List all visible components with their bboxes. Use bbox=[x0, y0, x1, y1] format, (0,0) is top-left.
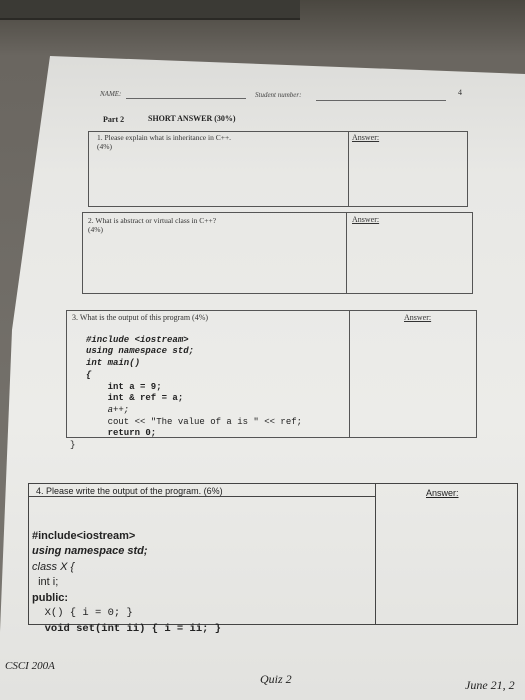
question-1-box bbox=[88, 131, 468, 207]
question-2-divider bbox=[346, 212, 347, 293]
student-number-label: Student number: bbox=[255, 91, 302, 99]
question-1-points: (4%) bbox=[97, 142, 112, 151]
footer-date: June 21, 2 bbox=[465, 678, 515, 692]
student-number-line bbox=[316, 100, 446, 101]
code-line: cout << "The value of a is " << ref; bbox=[86, 416, 303, 427]
code-line: void set(int ii) { i = ii; } bbox=[32, 622, 222, 635]
code-line: #include <iostream> bbox=[86, 334, 189, 345]
question-1-divider bbox=[348, 131, 349, 206]
binder-strip bbox=[0, 0, 300, 20]
question-3-code bbox=[70, 323, 303, 463]
code-line: } bbox=[70, 440, 76, 451]
code-line: int a = 9; bbox=[86, 381, 162, 392]
code-line: class X { bbox=[32, 560, 75, 573]
code-line: int main() bbox=[86, 358, 141, 369]
question-2-points: (4%) bbox=[88, 225, 103, 234]
question-3-text: 3. What is the output of this program (4%) bbox=[72, 313, 209, 322]
question-1-text: 1. Please explain what is inheritance in C++. bbox=[97, 133, 232, 142]
section-title: SHORT ANSWER (30%) bbox=[148, 114, 236, 123]
code-line: a++; bbox=[86, 404, 130, 415]
page-number: 4 bbox=[458, 88, 462, 97]
question-2-text: 2. What is abstract or virtual class in C++? bbox=[88, 216, 217, 225]
question-3-answer-label: Answer: bbox=[404, 313, 432, 322]
question-4-answer-label: Answer: bbox=[426, 488, 459, 498]
code-line: int i; bbox=[32, 576, 59, 588]
question-3-divider bbox=[349, 310, 350, 437]
code-line: #include<iostream> bbox=[32, 529, 136, 542]
question-2-answer-label: Answer: bbox=[352, 215, 380, 224]
code-line: using namespace std; bbox=[86, 346, 195, 357]
question-4-text: 4. Please write the output of the program. (6%) bbox=[36, 486, 223, 496]
part-label: Part 2 bbox=[103, 115, 125, 124]
footer-course: CSCI 200A bbox=[5, 660, 55, 672]
question-1-answer-label: Answer: bbox=[352, 133, 380, 142]
code-line: public: bbox=[32, 591, 69, 604]
question-4-divider bbox=[375, 483, 376, 624]
question-4-code bbox=[32, 513, 221, 653]
code-line: { bbox=[86, 369, 92, 380]
code-line: int & ref = a; bbox=[86, 393, 184, 404]
question-4-header-line bbox=[28, 496, 376, 497]
code-line: using namespace std; bbox=[32, 545, 148, 557]
name-label: NAME: bbox=[100, 90, 122, 98]
name-line bbox=[126, 98, 246, 99]
code-line: return 0; bbox=[86, 428, 157, 439]
footer-title: Quiz 2 bbox=[260, 672, 292, 686]
code-line: X() { i = 0; } bbox=[32, 607, 133, 619]
